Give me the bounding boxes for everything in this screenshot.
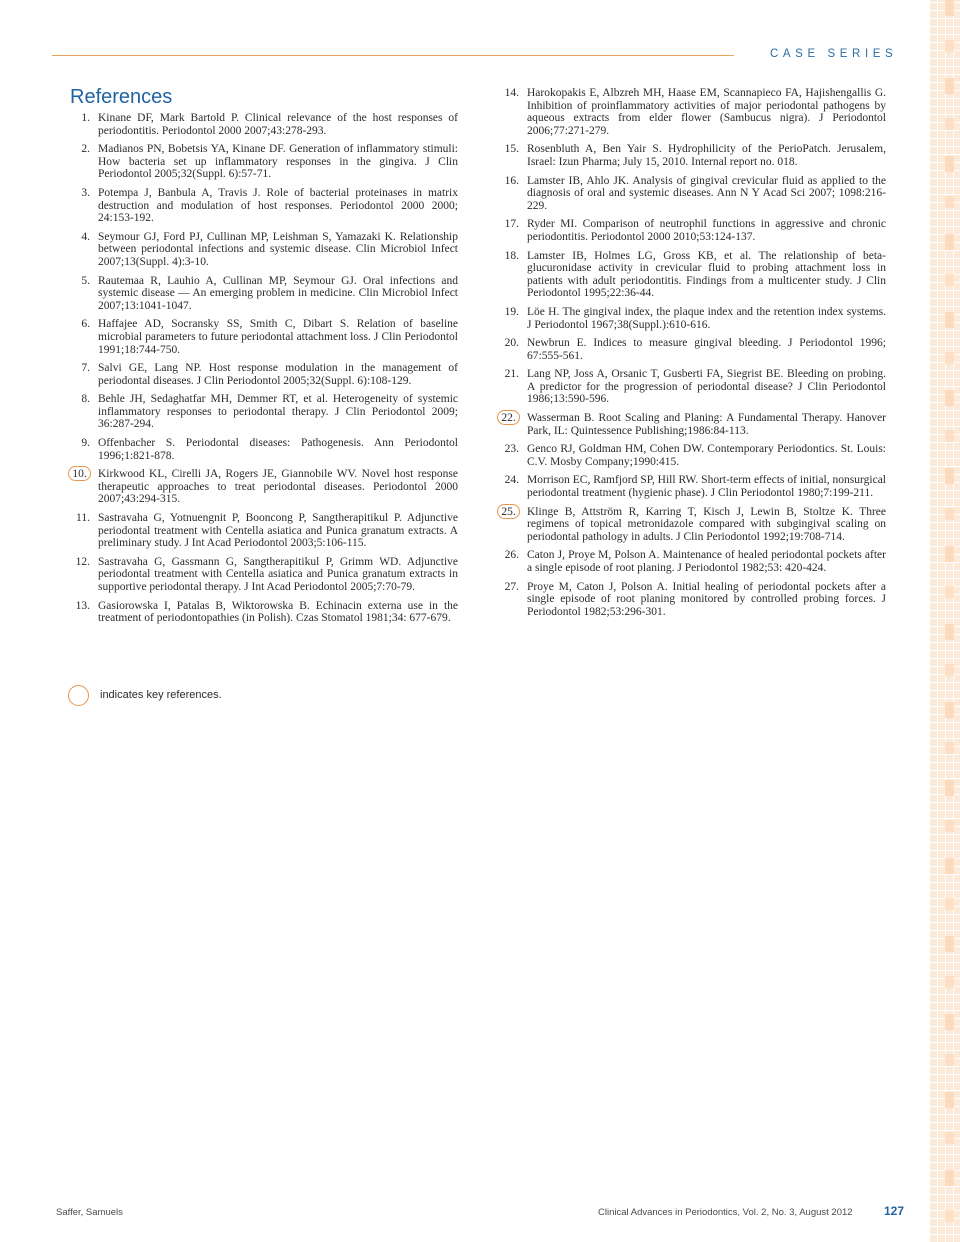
section-label: CASE SERIES <box>770 48 898 60</box>
reference-item <box>499 549 886 574</box>
reference-number: 3. <box>81 186 90 199</box>
reference-number: 12. <box>75 555 90 568</box>
header-rule <box>52 55 734 56</box>
reference-text: Lamster IB, Holmes LG, Gross KB, et al. The relationship of beta-glucuronidase activity in crevicular fluid to probing attachment loss in patients with adult periodontitis. Findings from a multicenter study. J Clin Periodontol 1995;22:36-44. <box>527 249 886 300</box>
reference-item <box>70 393 458 431</box>
reference-item <box>499 175 886 213</box>
reference-text: Seymour GJ, Ford PJ, Cullinan MP, Leishman S, Yamazaki K. Relationship between periodontal infections and systemic disease. Clin Microbiol Infect 2007;13(Suppl. 4):3-10. <box>98 230 458 268</box>
reference-text: Morrison EC, Ramfjord SP, Hill RW. Short-term effects of initial, nonsurgical periodontal treatment (hygienic phase). J Clin Periodontol 1980;7:199-211. <box>527 474 886 500</box>
reference-item <box>499 443 886 468</box>
reference-item <box>70 437 458 462</box>
reference-item <box>499 218 886 243</box>
reference-text: Lamster IB, Ahlo JK. Analysis of gingival crevicular fluid as applied to the diagnosis of oral and systemic diseases. Ann N Y Acad Sci 2007; 1098:216-229. <box>527 174 886 212</box>
reference-number: 14. <box>504 87 519 99</box>
reference-number: 16. <box>504 174 519 187</box>
reference-text: Wasserman B. Root Scaling and Planing: A Fundamental Therapy. Hanover Park, IL: Quintessence Publishing;1986:84-113. <box>527 412 886 437</box>
reference-number: 17. <box>504 218 519 231</box>
reference-text: Ryder MI. Comparison of neutrophil functions in aggressive and chronic periodontitis. Periodontol 2000 2010;53:124-137. <box>527 218 886 243</box>
reference-text: Newbrun E. Indices to measure gingival bleeding. J Periodontol 1996; 67:555-561. <box>527 337 886 362</box>
reference-item <box>70 275 458 313</box>
reference-text: Kirkwood KL, Cirelli JA, Rogers JE, Giannobile WV. Novel host response therapeutic approaches to treat periodontal diseases. Periodontol 2000 2007;43:294-315. <box>98 468 458 506</box>
key-reference-number: 25. <box>497 504 520 519</box>
reference-text: Caton J, Proye M, Polson A. Maintenance of healed periodontal pockets after a single episode of root planing. J Periodontol 1982;53: 420-424. <box>527 549 886 574</box>
reference-text: Kinane DF, Mark Bartold P. Clinical relevance of the host responses of periodontitis. Periodontol 2000 2007;43:278-293. <box>98 112 458 137</box>
reference-text: Behle JH, Sedaghatfar MH, Demmer RT, et al. Heterogeneity of systemic inflammatory responses to periodontal therapy. J Clin Periodontol 2009; 36:287-294. <box>98 393 458 431</box>
key-reference-circle-icon <box>68 685 89 706</box>
reference-number: 26. <box>504 549 519 562</box>
reference-number: 20. <box>504 337 519 350</box>
reference-item <box>70 512 458 550</box>
reference-number: 8. <box>81 393 90 406</box>
reference-number: 5. <box>81 274 90 287</box>
reference-number: 7. <box>81 362 90 375</box>
reference-item <box>499 337 886 362</box>
reference-list-right <box>499 87 886 624</box>
reference-number: 27. <box>504 580 519 593</box>
reference-item <box>70 231 458 269</box>
reference-number: 9. <box>81 437 90 450</box>
reference-number: 23. <box>504 443 519 456</box>
reference-item <box>499 506 886 544</box>
footer-journal: Clinical Advances in Periodontics, Vol. 2, No. 3, August 2012 <box>598 1207 853 1218</box>
reference-text: Sastravaha G, Yotnuengnit P, Booncong P, Sangtherapitikul P. Adjunctive periodontal treatment with Centella asiatica and Punica granatum extracts. A preliminary study. J Int Acad Periodontol 2003;5:106-115. <box>98 512 458 550</box>
reference-item <box>70 187 458 225</box>
reference-item <box>499 474 886 499</box>
reference-text: Proye M, Caton J, Polson A. Initial healing of periodontal pockets after a single episode of root planing monitored by controlled probing forces. J Periodontol 1982;53:296-301. <box>527 580 886 618</box>
reference-number: 2. <box>81 143 90 156</box>
reference-number: 21. <box>504 368 519 381</box>
reference-text: Lang NP, Joss A, Orsanic T, Gusberti FA, Siegrist BE. Bleeding on probing. A predictor for the progression of periodontal disease? J Clin Periodontol 1986;13:590-596. <box>527 368 886 406</box>
reference-number: 4. <box>81 230 90 243</box>
reference-text: Gasiorowska I, Patalas B, Wiktorowska B. Echinacin externa use in the treatment of periodontopathies (in Polish). Czas Stomatol 1981;34: 677-679. <box>98 599 458 625</box>
reference-number: 15. <box>504 143 519 156</box>
reference-list-left <box>70 112 458 631</box>
reference-item <box>499 581 886 619</box>
reference-text: Offenbacher S. Periodontal diseases: Pathogenesis. Ann Periodontol 1996;1:821-878. <box>98 437 458 462</box>
reference-item <box>70 362 458 387</box>
reference-item <box>499 143 886 168</box>
reference-item <box>499 250 886 300</box>
reference-item <box>70 556 458 594</box>
reference-text: Genco RJ, Goldman HM, Cohen DW. Contemporary Periodontics. St. Louis: C.V. Mosby Company;1990:415. <box>527 443 886 468</box>
reference-item <box>70 468 458 506</box>
reference-number: 11. <box>76 512 90 525</box>
reference-text: Salvi GE, Lang NP. Host response modulation in the management of periodontal diseases. J Clin Periodontol 2005;32(Suppl. 6):108-129. <box>98 362 458 387</box>
reference-text: Harokopakis E, Albzreh MH, Haase EM, Scannapieco FA, Hajishengallis G. Inhibition of proinflammatory activities of major periodontal pathogens by aqueous extracts from elder flower (Sambucus nigra). J Periodontol 2006;77:271-279. <box>527 87 886 137</box>
reference-text: Potempa J, Banbula A, Travis J. Role of bacterial proteinases in matrix destruction and modulation of host responses. Periodontol 2000 2000; 24:153-192. <box>98 186 458 225</box>
reference-item <box>70 143 458 181</box>
reference-text: Sastravaha G, Gassmann G, Sangtherapitikul P, Grimm WD. Adjunctive periodontal treatment with Centella asiatica and Punica granatum extracts in supportive periodontal therapy. J Int Acad Periodontol 2005;7:70-79. <box>98 555 458 593</box>
reference-number: 18. <box>504 249 519 262</box>
reference-item <box>499 306 886 331</box>
reference-item <box>70 600 458 625</box>
reference-number: 6. <box>81 318 90 331</box>
decorative-tile-accent <box>945 0 954 1242</box>
references-heading: References <box>70 86 173 108</box>
reference-number: 24. <box>504 474 519 487</box>
reference-text: Löe H. The gingival index, the plaque index and the retention index systems. J Periodontol 1967;38(Suppl.):610-616. <box>527 305 886 331</box>
reference-item <box>499 412 886 437</box>
reference-item <box>499 368 886 406</box>
reference-number: 13. <box>75 599 90 612</box>
footer-authors: Saffer, Samuels <box>56 1207 123 1218</box>
reference-item <box>70 318 458 356</box>
key-reference-number: 22. <box>497 410 520 425</box>
key-reference-number: 10. <box>68 466 91 481</box>
reference-text: Klinge B, Attström R, Karring T, Kisch J, Lewin B, Stoltze K. Three regimens of topical metronidazole compared with subgingival scaling on periodontal pathology in adults. J Clin Periodontol 1992;19:708-714. <box>527 505 886 543</box>
reference-number: 1. <box>81 112 90 124</box>
reference-number: 19. <box>504 305 519 318</box>
reference-text: Haffajee AD, Socransky SS, Smith C, Dibart S. Relation of baseline microbial parameters to future periodontal attachment loss. J Clin Periodontol 1991;18:744-750. <box>98 318 458 356</box>
reference-item <box>499 87 886 137</box>
page-number: 127 <box>884 1204 905 1218</box>
legend-text: indicates key references. <box>100 689 222 701</box>
reference-item <box>70 112 458 137</box>
reference-text: Madianos PN, Bobetsis YA, Kinane DF. Generation of inflammatory stimuli: How bacteria set up inflammatory responses in the gingiva. J Clin Periodontol 2005;32(Suppl. 6):57-71. <box>98 143 458 181</box>
reference-text: Rosenbluth A, Ben Yair S. Hydrophilicity of the PerioPatch. Jerusalem, Israel: Izun Pharma; July 15, 2010. Internal report no. 018. <box>527 143 886 168</box>
reference-text: Rautemaa R, Lauhio A, Cullinan MP, Seymour GJ. Oral infections and systemic disease — An emerging problem in medicine. Clin Microbiol Infect 2007;13:1041-1047. <box>98 274 458 312</box>
